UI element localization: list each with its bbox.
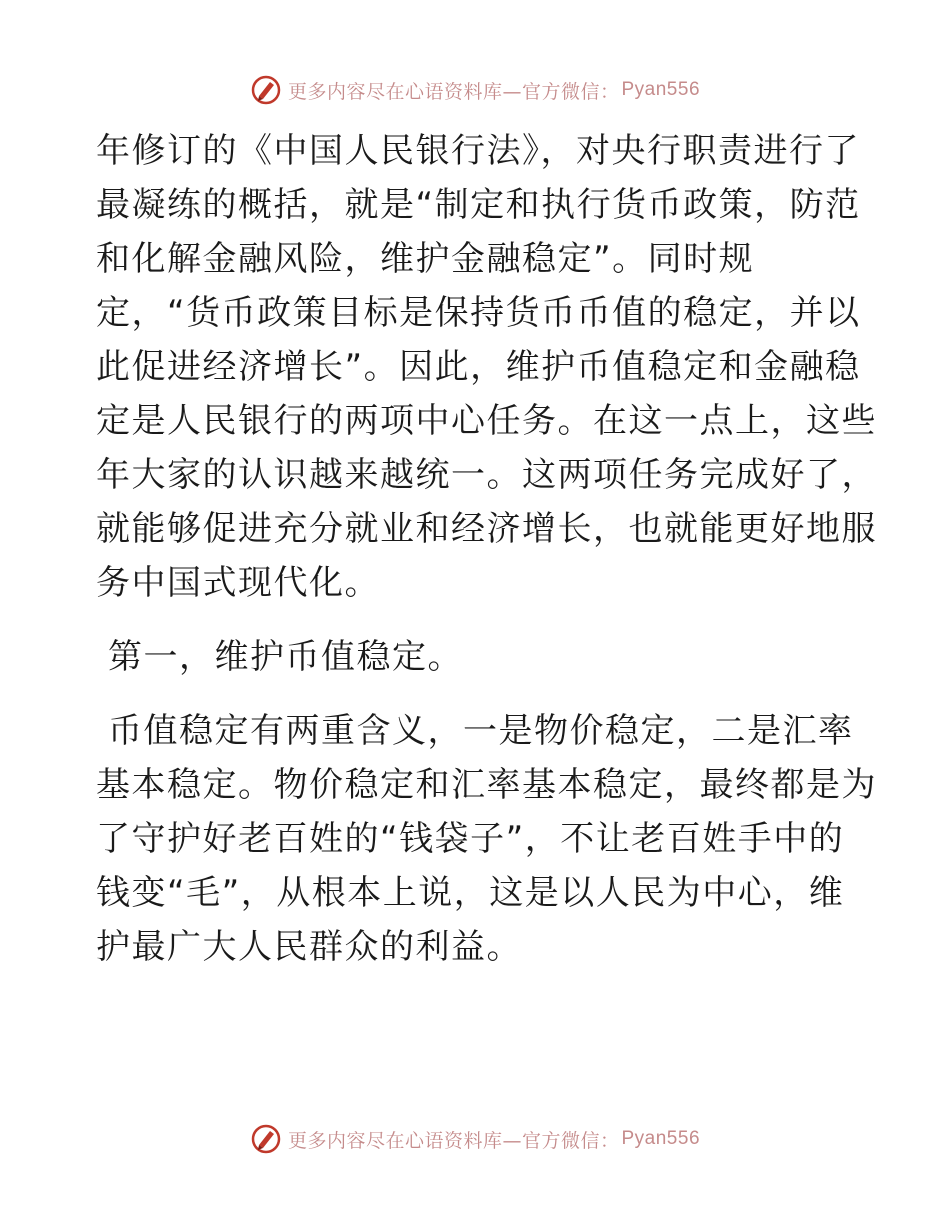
watermark-wechat-id: Pyan556: [621, 79, 701, 100]
text-line: 定是人民银行的两项中心任务。在这一点上，这些: [96, 401, 877, 441]
footer-watermark: [0, 1119, 950, 1159]
header-watermark: [0, 70, 950, 110]
text-line: 务中国式现代化。: [96, 563, 380, 603]
text-line: 年修订的《中国人民银行法》，对央行职责进行了: [96, 131, 860, 171]
text-line: 最凝练的概括，就是“制定和执行货币政策，防范: [96, 185, 861, 225]
text-line: 此促进经济增长”。因此，维护币值稳定和金融稳: [96, 347, 861, 387]
watermark-wechat-id: Pyan556: [621, 1128, 701, 1149]
watermark-text: 更多内容尽在心语资料库—官方微信：: [287, 80, 620, 103]
document-body: [96, 124, 877, 974]
text-line: 年大家的认识越来越统一。这两项任务完成好了，: [96, 455, 877, 495]
text-line: 护最广大人民群众的利益。: [96, 927, 522, 967]
text-line: 和化解金融风险，维护金融稳定”。同时规: [96, 239, 755, 279]
pen-logo-icon: [250, 1123, 282, 1155]
paragraph-gap: [96, 610, 856, 630]
text-line: 币值稳定有两重含义，一是物价稳定，二是汇率: [108, 711, 854, 751]
watermark-text: 更多内容尽在心语资料库—官方微信：: [287, 1129, 620, 1152]
text-line: 钱变“毛”，从根本上说，这是以人民为中心，维: [96, 873, 845, 913]
text-line: 就能够促进充分就业和经济增长，也就能更好地服: [96, 509, 877, 549]
pen-logo-icon: [250, 74, 282, 106]
text-line: 了守护好老百姓的“钱袋子”，不让老百姓手中的: [96, 819, 845, 859]
text-line: 定，“货币政策目标是保持货币币值的稳定，并以: [96, 293, 861, 333]
paragraph-gap: [96, 684, 856, 704]
section-heading: 第一，维护币值稳定。: [108, 637, 463, 677]
text-line: 基本稳定。物价稳定和汇率基本稳定，最终都是为: [96, 765, 877, 805]
